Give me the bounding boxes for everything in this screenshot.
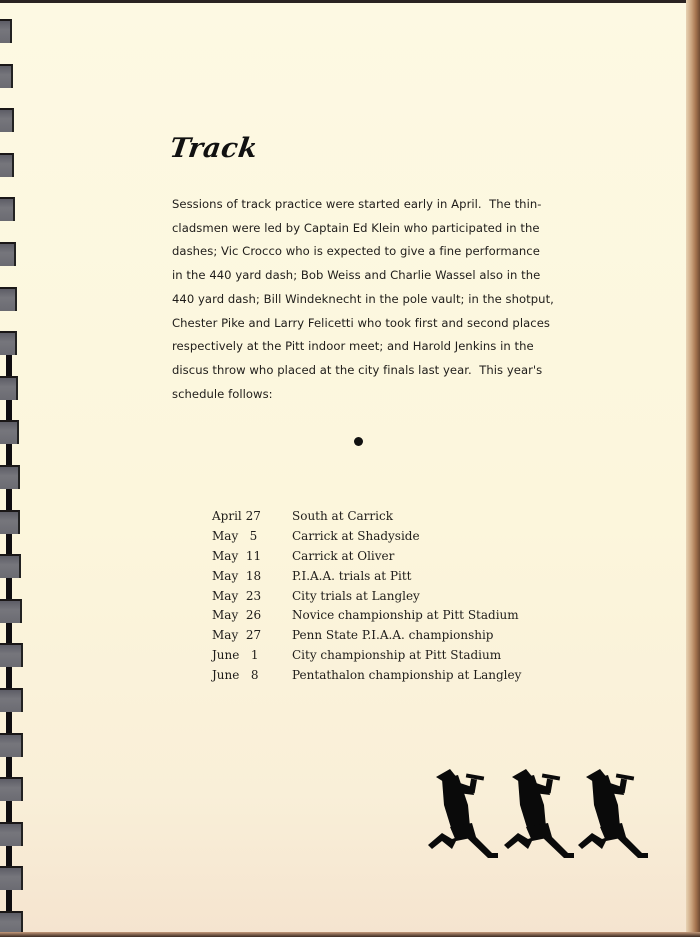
- binding-ring: [0, 331, 17, 355]
- paragraph-line: 440 yard dash; Bill Windeknecht in the pole vault; in the shotput,: [172, 291, 554, 306]
- bullet-dot-icon: [354, 437, 363, 446]
- schedule-event: Novice championship at Pitt Stadium: [292, 608, 519, 623]
- schedule-event: Carrick at Oliver: [292, 548, 395, 563]
- paragraph-line: schedule follows:: [172, 386, 273, 401]
- schedule-event: P.I.A.A. trials at Pitt: [292, 568, 412, 583]
- runner-icon: [578, 765, 658, 861]
- schedule-date: June 8: [212, 668, 259, 683]
- page-edge: [686, 0, 700, 937]
- binding-ring: [0, 64, 13, 88]
- schedule-event: City championship at Pitt Stadium: [292, 648, 502, 663]
- paragraph-line: cladsmen were led by Captain Ed Klein who participated in the: [172, 220, 540, 235]
- binding-ring: [0, 153, 14, 177]
- schedule-event: City trials at Langley: [292, 588, 420, 603]
- binding-ring: [0, 911, 23, 934]
- binding-ring: [0, 197, 15, 221]
- schedule-date: May 18: [212, 568, 262, 583]
- schedule-date: May 11: [212, 548, 262, 563]
- binding-ring: [0, 777, 23, 801]
- schedule-date: May 27: [212, 628, 262, 643]
- running-athletes-illustration: [428, 765, 668, 861]
- schedule-event: Pentathalon championship at Langley: [292, 668, 522, 683]
- schedule-event: Penn State P.I.A.A. championship: [292, 628, 494, 643]
- runner-icon: [504, 765, 584, 861]
- page-title: Track: [167, 133, 260, 164]
- schedule-date: May 26: [212, 608, 262, 623]
- binding-ring: [0, 510, 20, 534]
- schedule-event: South at Carrick: [292, 509, 393, 523]
- binding-ring: [0, 242, 16, 266]
- binding-ring: [0, 643, 23, 667]
- paragraph-line: in the 440 yard dash; Bob Weiss and Charlie Wassel also in the: [172, 268, 541, 283]
- page-bottom-edge: [0, 932, 700, 937]
- paragraph-line: discus throw who placed at the city finals last year. This year's: [172, 362, 543, 377]
- binding-ring: [0, 733, 23, 757]
- yearbook-page: [0, 3, 692, 934]
- paragraph-line: respectively at the Pitt indoor meet; and Harold Jenkins in the: [172, 339, 534, 354]
- paragraph-line: dashes; Vic Crocco who is expected to give a fine performance: [172, 244, 540, 259]
- schedule-date: June 1: [212, 648, 259, 663]
- binding-ring: [0, 108, 14, 132]
- binding-ring: [0, 19, 12, 43]
- binding-ring: [0, 420, 19, 444]
- binding-ring: [0, 554, 21, 578]
- binding-ring: [0, 465, 20, 489]
- spiral-binding: [0, 3, 40, 934]
- schedule-date: April 27: [212, 509, 261, 523]
- body-paragraph: [172, 193, 554, 406]
- paragraph-line: Chester Pike and Larry Felicetti who took first and second places: [172, 315, 550, 330]
- binding-ring: [0, 287, 17, 311]
- runner-icon: [428, 765, 508, 861]
- paragraph-line: Sessions of track practice were started early in April. The thin-: [172, 197, 542, 211]
- binding-ring: [0, 376, 18, 400]
- binding-ring: [0, 866, 23, 890]
- binding-ring: [0, 688, 23, 712]
- schedule-event: Carrick at Shadyside: [292, 528, 420, 543]
- schedule-date: May 23: [212, 588, 262, 603]
- binding-ring: [0, 599, 22, 623]
- schedule-date: May 5: [212, 528, 258, 543]
- binding-ring: [0, 822, 23, 846]
